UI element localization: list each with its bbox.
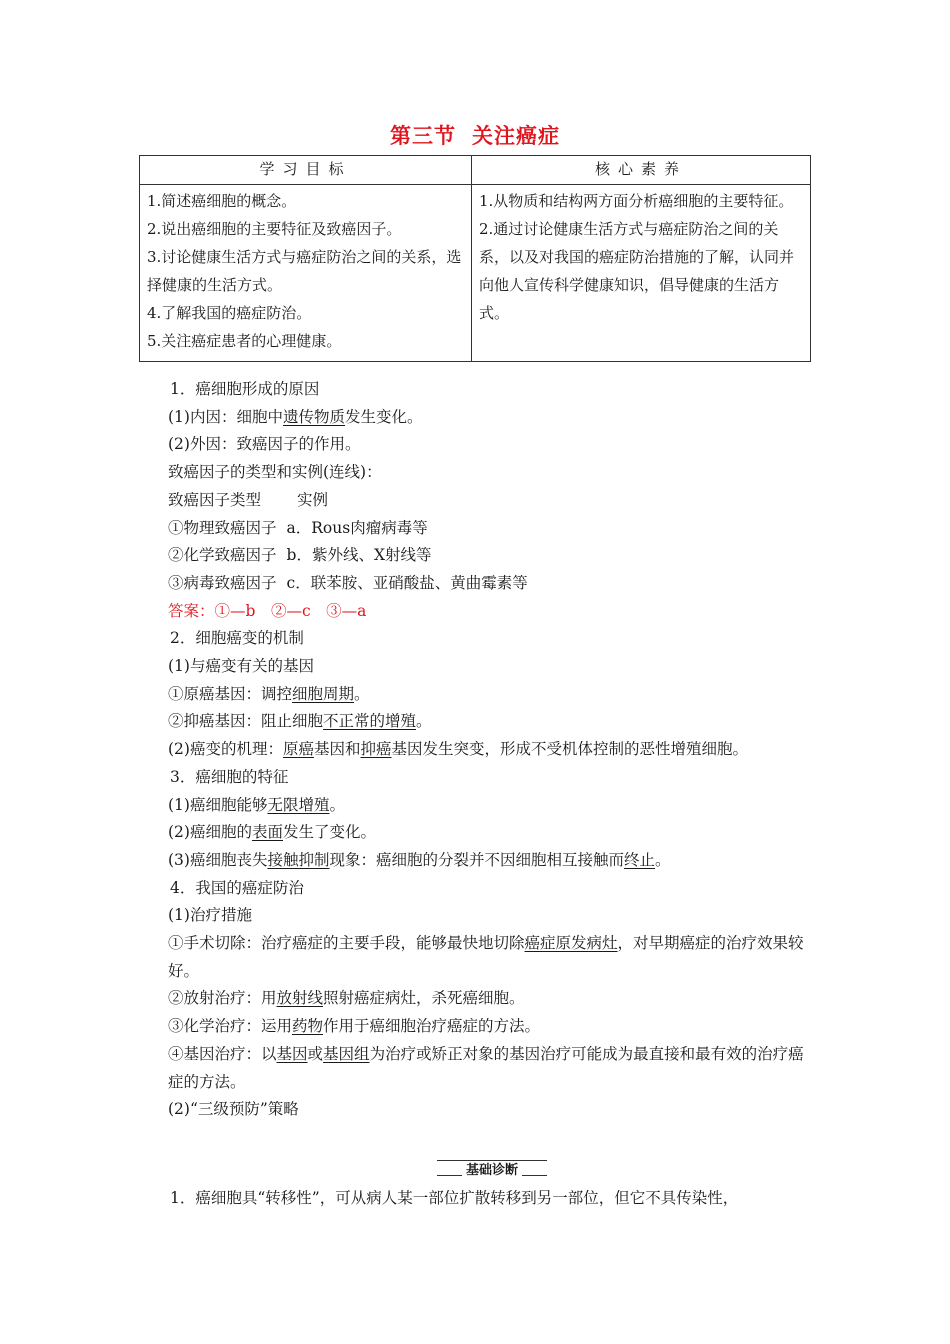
blank-answer: 无限增殖 (267, 795, 330, 814)
match-row: ③病毒致癌因子 c．联苯胺、亚硝酸盐、黄曲霉素等 (168, 573, 528, 592)
blank-answer: 遗传物质 (282, 407, 345, 426)
text-line: (2)癌细胞的表面发生了变化。 (168, 823, 376, 842)
text-line: ①原癌基因：调控细胞周期。 (168, 684, 370, 703)
blank-answer: 终止 (624, 850, 656, 869)
blank-answer: 基因组 (323, 1044, 370, 1063)
literacy-item: 1.从物质和结构两方面分析癌细胞的主要特征。 (479, 192, 794, 210)
goal-item: 4.了解我国的癌症防治。 (147, 304, 312, 322)
section-heading: 1．癌细胞形成的原因 (170, 380, 320, 398)
main-content (138, 376, 814, 1124)
blank-answer: 原癌 (282, 740, 314, 759)
text-line: (2)癌变的机理：原癌基因和抑癌基因发生突变，形成不受机体控制的恶性增殖细胞。 (168, 740, 749, 759)
question-line: 1．癌细胞具“转移性”，可从病人某一部位扩散转移到另一部位，但它不具传染性， (170, 1189, 739, 1207)
text-line: ②抑癌基因：阻止细胞不正常的增殖。 (168, 712, 432, 731)
header-core-literacy: 核心素养 (472, 156, 811, 185)
blank-answer: 药物 (292, 1017, 324, 1036)
match-row: ②化学致癌因子 b．紫外线、X射线等 (168, 546, 432, 565)
blank-answer: 癌症原发病灶 (524, 934, 618, 953)
blank-answer: 基因 (276, 1044, 308, 1063)
literacy-item: 2.通过讨论健康生活方式与癌症防治之间的关系，以及对我国的癌症防治措施的了解，认同并向他人宣传科学健康知识，倡导健康的生活方式。 (479, 220, 795, 322)
text-line: (1)内因：细胞中遗传物质发生变化。 (168, 407, 423, 426)
text-line: (2)外因：致癌因子的作用。 (168, 435, 361, 454)
goal-item: 5.关注癌症患者的心理健康。 (147, 332, 342, 350)
text-line: (2)“三级预防”策略 (168, 1100, 299, 1119)
title-part-1: 第三节 (390, 123, 456, 148)
match-title: 致癌因子的类型和实例(连线)： (168, 463, 382, 482)
section-heading: 4．我国的癌症防治 (170, 878, 304, 897)
blank-answer: 细胞周期 (292, 684, 355, 703)
section-heading: 2．细胞癌变的机制 (170, 629, 304, 648)
text-line: (1)与癌变有关的基因 (168, 657, 314, 676)
blank-answer: 抑癌 (360, 740, 392, 759)
section-heading: 3．癌细胞的特征 (170, 767, 289, 786)
goal-item: 3.讨论健康生活方式与癌症防治之间的关系，选择健康的生活方式。 (147, 248, 462, 294)
text-line: ④基因治疗：以基因或基因组为治疗或矫正对象的基因治疗可能成为最直接和最有效的治疗癌症的方法。 (168, 1044, 804, 1091)
goal-item: 2.说出癌细胞的主要特征及致癌因子。 (147, 220, 402, 238)
blank-answer: 接触抑制 (267, 850, 330, 869)
text-line: (3)癌细胞丧失接触抑制现象：癌细胞的分裂并不因细胞相互接触而终止。 (168, 850, 671, 869)
title-part-2: 关注癌症 (472, 123, 560, 148)
text-line: ③化学治疗：运用药物作用于癌细胞治疗癌症的方法。 (168, 1017, 541, 1036)
blank-answer: 不正常的增殖 (323, 712, 417, 731)
blank-answer: 表面 (251, 823, 283, 842)
blank-answer: 放射线 (276, 989, 324, 1008)
header-learning-goals: 学习目标 (140, 156, 472, 185)
text-line: ①手术切除：治疗癌症的主要手段，能够最快地切除癌症原发病灶，对早期癌症的治疗效果较好。 (168, 934, 804, 980)
core-literacy-cell (472, 185, 811, 362)
section-badge-label: 基础诊断 (462, 1163, 522, 1178)
text-line: ②放射治疗：用放射线照射癌症病灶，杀死癌细胞。 (168, 989, 525, 1008)
text-line: (1)癌细胞能够无限增殖。 (168, 795, 345, 814)
match-header: 致癌因子类型 实例 (168, 490, 329, 509)
section-badge (437, 1158, 547, 1178)
goal-item: 1.简述癌细胞的概念。 (147, 192, 297, 210)
text-line: (1)治疗措施 (168, 906, 252, 925)
goals-table (139, 155, 811, 362)
learning-goals-cell (140, 185, 472, 362)
page-title (0, 120, 950, 150)
match-row: ①物理致癌因子 a．Rous肉瘤病毒等 (168, 518, 428, 537)
answer-line: 答案：①—b ②—c ③—a (168, 601, 367, 620)
